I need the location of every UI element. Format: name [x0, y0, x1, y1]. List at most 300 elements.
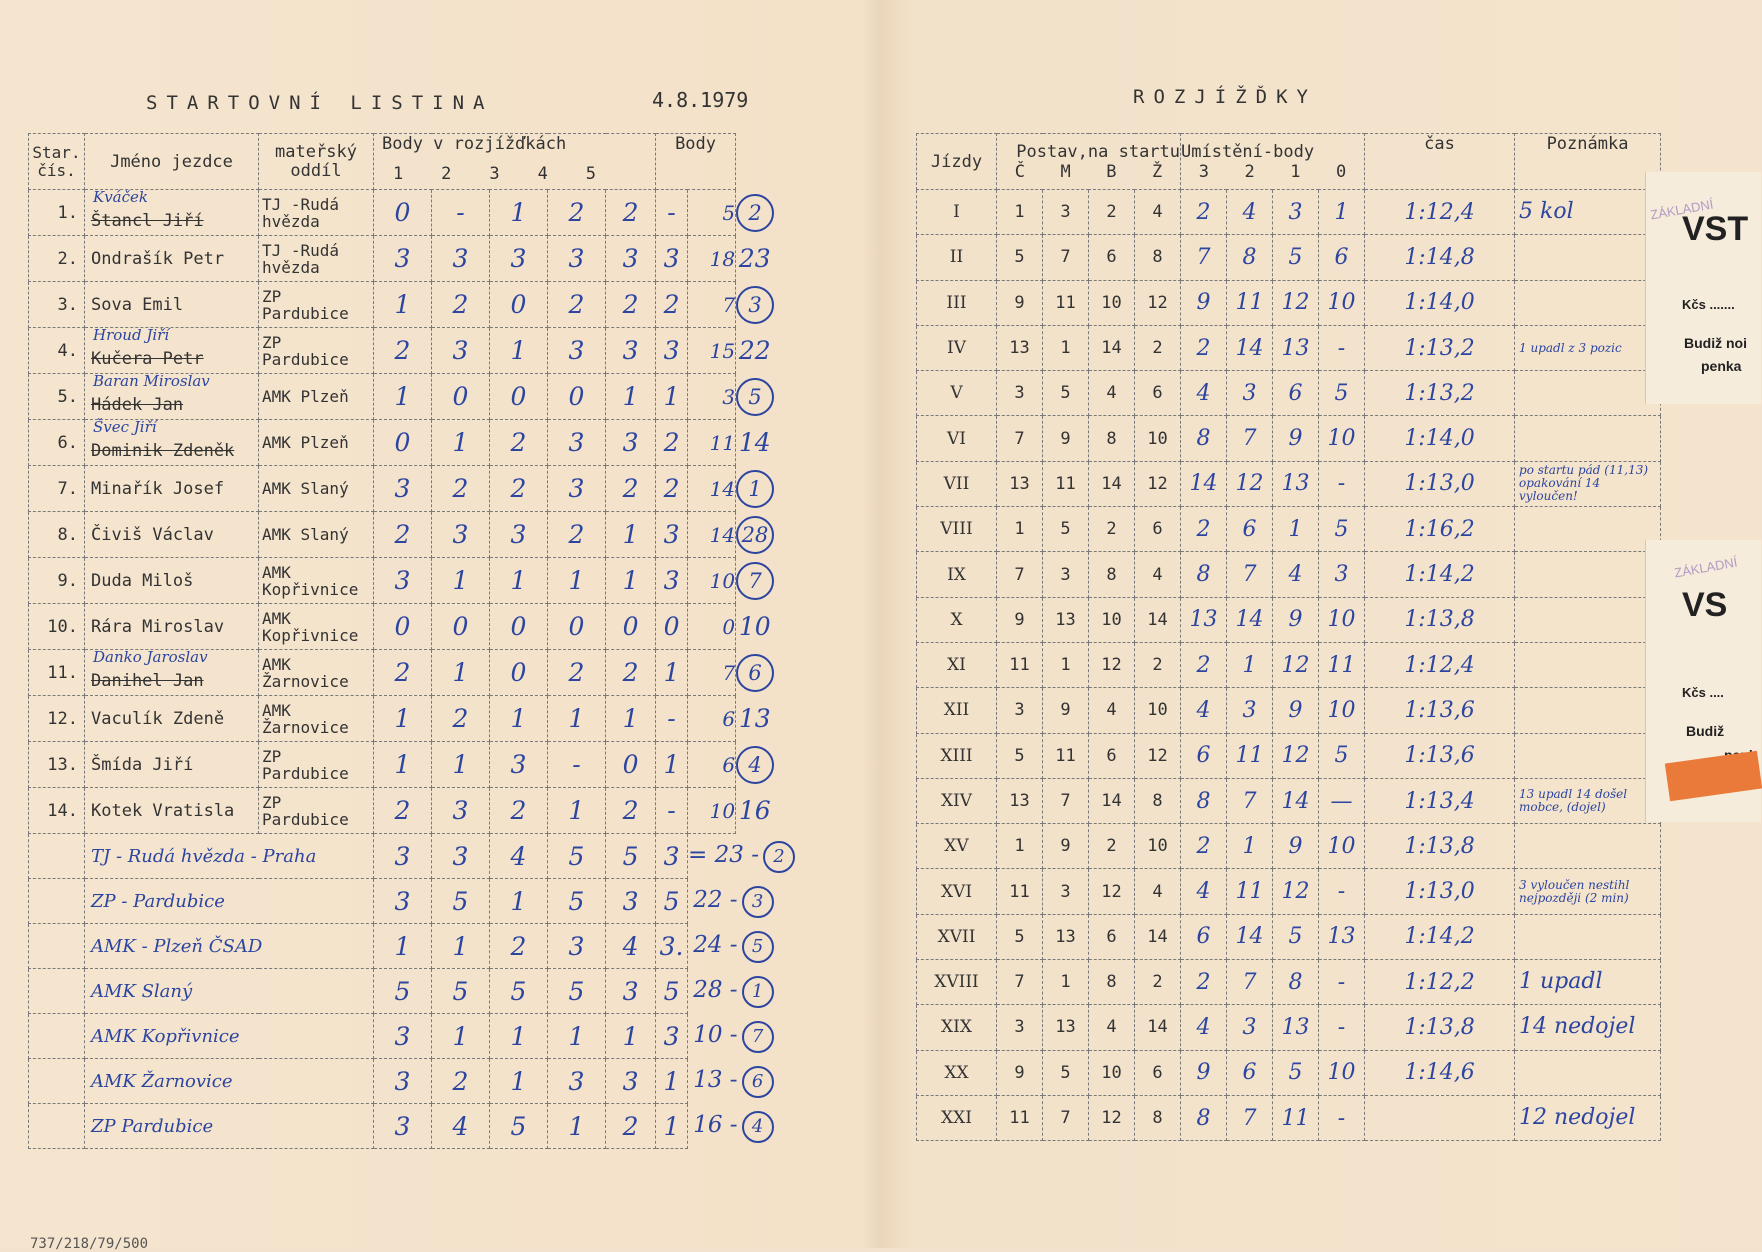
result-value: 4: [736, 746, 774, 784]
heat-note: 3 vyloučen nestihl nejpozději (2 min): [1515, 869, 1661, 914]
placement: 7: [1227, 1095, 1273, 1140]
placement: 13: [1319, 914, 1365, 959]
start-position: 5: [1043, 371, 1089, 416]
header-placement: [1181, 134, 1365, 190]
placement: 3: [1227, 371, 1273, 416]
placement: 8: [1181, 552, 1227, 597]
team-heat-points: 4: [490, 834, 548, 879]
heat-points: 0: [374, 604, 432, 650]
team-points-cell: [688, 1104, 774, 1149]
club-name: AMK Slaný: [259, 466, 374, 512]
heat-number: XIV: [917, 778, 997, 823]
club-name: AMK Slaný: [259, 512, 374, 558]
start-number: 4.: [29, 328, 85, 374]
placement: 6: [1273, 371, 1319, 416]
result-value: 13: [738, 704, 771, 733]
club-name: TJ -Rudá hvězda: [259, 236, 374, 282]
ticket-watermark-2: ZÁKLADNÍ: [1673, 554, 1739, 581]
team-place: 6: [742, 1066, 774, 1098]
start-number: 13.: [29, 742, 85, 788]
team-place: 4: [742, 1111, 774, 1143]
rider-row: [29, 696, 774, 742]
heat-number: XXI: [917, 1095, 997, 1140]
heat-note: [1515, 688, 1661, 733]
heat-time: 1:13,8: [1365, 597, 1515, 642]
team-points: 24 -: [693, 932, 738, 958]
start-position: 12: [1089, 642, 1135, 687]
start-position: 5: [997, 235, 1043, 280]
heat-points: 3: [374, 558, 432, 604]
heat-points: 1: [548, 696, 606, 742]
heat-note: [1515, 824, 1661, 869]
start-position: 9: [1043, 688, 1089, 733]
heat-time: 1:13,6: [1365, 733, 1515, 778]
heat-points: 1: [548, 558, 606, 604]
rider-name-text: Ondrašík Petr: [91, 248, 225, 269]
result: [736, 236, 774, 282]
placement: 7: [1227, 552, 1273, 597]
placement: 2: [1181, 824, 1227, 869]
rider-name: [85, 650, 259, 696]
placement: 6: [1181, 733, 1227, 778]
club-name: AMK Kopřivnice: [259, 558, 374, 604]
team-row: [29, 1059, 774, 1104]
placement: 1: [1273, 507, 1319, 552]
result-value: 1: [736, 470, 774, 508]
team-row: [29, 1104, 774, 1149]
team-name: ZP Pardubice: [85, 1104, 374, 1149]
placement: 3: [1319, 552, 1365, 597]
placement: 2: [1181, 960, 1227, 1005]
heat-points: 2: [606, 190, 656, 236]
placement: 4: [1273, 552, 1319, 597]
team-row: [29, 1014, 774, 1059]
start-position: 12: [1135, 280, 1181, 325]
team-heat-points: 5: [606, 834, 656, 879]
start-position: 10: [1135, 824, 1181, 869]
start-position: 6: [1135, 371, 1181, 416]
heat-points: 0: [548, 374, 606, 420]
substitute-name: Baran Miroslav: [93, 372, 210, 390]
start-position: 14: [1135, 1005, 1181, 1050]
heat-number: VII: [917, 461, 997, 506]
ticket-line-3: Budiž: [1686, 723, 1725, 739]
heat-points: 2: [490, 788, 548, 834]
heat-points: 3: [548, 328, 606, 374]
heat-time: 1:14,6: [1365, 1050, 1515, 1095]
heat-time: 1:13,0: [1365, 461, 1515, 506]
start-position: 2: [1135, 960, 1181, 1005]
team-heat-points: 3: [606, 1059, 656, 1104]
heat-row: [917, 960, 1661, 1005]
start-position: 9: [997, 597, 1043, 642]
heat-time: 1:13,8: [1365, 1005, 1515, 1050]
heat-time: 1:13,2: [1365, 371, 1515, 416]
placement: -: [1319, 1005, 1365, 1050]
start-position: 6: [1089, 914, 1135, 959]
ticket-line-1: Budiž noi: [1684, 335, 1747, 351]
heat-points: 0: [374, 420, 432, 466]
heat-points: 2: [374, 512, 432, 558]
rider-name: [85, 558, 259, 604]
team-row: [29, 879, 774, 924]
start-position: 3: [997, 1005, 1043, 1050]
team-extra-points: 3: [656, 834, 688, 879]
start-position: 13: [997, 325, 1043, 370]
rider-name-text: Danihel Jan: [91, 670, 204, 691]
heat-points: 1: [606, 558, 656, 604]
heat-points: 3: [432, 236, 490, 282]
result-value: 5: [736, 378, 774, 416]
club-name: ZP Pardubice: [259, 328, 374, 374]
placement: —: [1319, 778, 1365, 823]
team-extra-points: 3: [656, 1014, 688, 1059]
result-value: 10: [738, 612, 771, 641]
heat-points: 0: [432, 604, 490, 650]
start-position: 4: [1135, 552, 1181, 597]
placement: 9: [1181, 1050, 1227, 1095]
start-position: 8: [1135, 1095, 1181, 1140]
rider-name-text: Dominik Zdeněk: [91, 440, 235, 461]
rider-row: [29, 282, 774, 328]
rider-name: [85, 420, 259, 466]
heat-number: VIII: [917, 507, 997, 552]
team-heat-points: 5: [374, 969, 432, 1014]
heat-number: XIII: [917, 733, 997, 778]
heat-row: [917, 869, 1661, 914]
heat-time: 1:14,0: [1365, 416, 1515, 461]
placement: 12: [1273, 733, 1319, 778]
team-heat-points: 3: [606, 969, 656, 1014]
result: [736, 282, 774, 328]
total-points: 5: [688, 190, 736, 236]
extra-points: -: [656, 190, 688, 236]
team-points: 16 -: [693, 1112, 738, 1138]
start-number: 3.: [29, 282, 85, 328]
start-position: 13: [997, 461, 1043, 506]
placement: 7: [1227, 778, 1273, 823]
placement: -: [1319, 325, 1365, 370]
heat-number: VI: [917, 416, 997, 461]
rider-name-text: Vaculík Zdeně: [91, 708, 225, 729]
heat-points: 3: [490, 512, 548, 558]
extra-points: 0: [656, 604, 688, 650]
extra-points: -: [656, 788, 688, 834]
placement: 10: [1319, 416, 1365, 461]
start-position: 6: [1135, 1050, 1181, 1095]
ticket-title-2: VS: [1682, 586, 1728, 624]
start-position: 12: [1089, 1095, 1135, 1140]
team-heat-points: 5: [548, 879, 606, 924]
header-placement-label: Umístění-body: [1181, 141, 1315, 162]
heat-row: [917, 824, 1661, 869]
placement: 2: [1181, 642, 1227, 687]
team-place: 7: [742, 1021, 774, 1053]
placement: 9: [1273, 688, 1319, 733]
placement: 13: [1273, 325, 1319, 370]
heat-time: 1:14,8: [1365, 235, 1515, 280]
rider-row: [29, 742, 774, 788]
heat-points: 1: [432, 650, 490, 696]
extra-points: 1: [656, 650, 688, 696]
header-rider-name: Jméno jezdce: [85, 134, 259, 190]
heat-points: 1: [490, 328, 548, 374]
placement: 6: [1319, 235, 1365, 280]
heat-points: 3: [490, 742, 548, 788]
team-heat-points: 1: [432, 1014, 490, 1059]
team-heat-points: 5: [548, 834, 606, 879]
result-value: 7: [736, 562, 774, 600]
placement: 7: [1227, 960, 1273, 1005]
placement: 12: [1273, 642, 1319, 687]
team-heat-points: 4: [432, 1104, 490, 1149]
start-position: 7: [1043, 1095, 1089, 1140]
heat-points: 3: [548, 466, 606, 512]
heat-note: [1515, 416, 1661, 461]
team-heat-points: 3: [374, 1059, 432, 1104]
heat-points: 2: [548, 512, 606, 558]
heat-row: [917, 688, 1661, 733]
rider-row: [29, 236, 774, 282]
placement: 4: [1181, 371, 1227, 416]
heat-points: 2: [548, 650, 606, 696]
extra-points: 2: [656, 420, 688, 466]
heat-points: 3: [374, 466, 432, 512]
heat-points: 1: [432, 558, 490, 604]
heat-note: [1515, 1050, 1661, 1095]
result: [736, 788, 774, 834]
placement: 6: [1227, 1050, 1273, 1095]
heat-points: 2: [432, 696, 490, 742]
placement: 5: [1273, 235, 1319, 280]
start-position: 10: [1089, 280, 1135, 325]
start-position: 13: [1043, 597, 1089, 642]
placement: 8: [1181, 778, 1227, 823]
extra-points: 1: [656, 374, 688, 420]
rider-row: [29, 512, 774, 558]
placement: 9: [1273, 824, 1319, 869]
result: [736, 650, 774, 696]
heat-note: [1515, 733, 1661, 778]
rider-name: [85, 190, 259, 236]
total-points: 6: [688, 742, 736, 788]
heat-number: XI: [917, 642, 997, 687]
rider-name: [85, 696, 259, 742]
start-position: 11: [997, 869, 1043, 914]
placement: 11: [1273, 1095, 1319, 1140]
team-spacer: [29, 834, 85, 879]
ticket-price-2: Kčs ....: [1682, 685, 1724, 700]
team-points: 22 -: [693, 887, 738, 913]
heat-note: [1515, 371, 1661, 416]
total-points: 14: [688, 512, 736, 558]
placement: 4: [1181, 869, 1227, 914]
header-place-0: 0: [1336, 161, 1347, 182]
heat-points: -: [548, 742, 606, 788]
placement: 8: [1181, 416, 1227, 461]
heat-row: [917, 371, 1661, 416]
substitute-name: Danko Jaroslav: [93, 648, 208, 666]
extra-points: -: [656, 696, 688, 742]
heat-points: 2: [374, 788, 432, 834]
rider-row: [29, 788, 774, 834]
placement: 9: [1273, 597, 1319, 642]
team-heat-points: 5: [490, 969, 548, 1014]
result-value: 22: [738, 336, 771, 365]
heat-points: 1: [548, 788, 606, 834]
heat-points: 3: [432, 512, 490, 558]
result: [736, 466, 774, 512]
ticket-stub-top: [1645, 172, 1761, 404]
heat-row: [917, 507, 1661, 552]
header-start-c: Č: [1014, 161, 1025, 182]
start-position: 2: [1089, 507, 1135, 552]
total-points: 18: [688, 236, 736, 282]
heat-number: XVII: [917, 914, 997, 959]
result-value: 23: [738, 244, 771, 273]
result: [736, 742, 774, 788]
heat-number: II: [917, 235, 997, 280]
heat-number: X: [917, 597, 997, 642]
team-extra-points: 5: [656, 879, 688, 924]
placement: -: [1319, 1095, 1365, 1140]
heat-points: 3: [548, 236, 606, 282]
start-position: 7: [997, 416, 1043, 461]
club-name: ZP Pardubice: [259, 282, 374, 328]
result: [736, 558, 774, 604]
rider-name-text: Šmída Jiří: [91, 754, 194, 775]
header-place-2: 2: [1244, 161, 1255, 182]
heat-points: 2: [374, 650, 432, 696]
heat-time: 1:14,2: [1365, 552, 1515, 597]
header-heat-3: 3: [489, 164, 500, 184]
team-heat-points: 1: [548, 1014, 606, 1059]
header-start-position: [997, 134, 1181, 190]
heat-number: XII: [917, 688, 997, 733]
heat-row: [917, 280, 1661, 325]
heat-points: 3: [490, 236, 548, 282]
heat-time: 1:13,6: [1365, 688, 1515, 733]
team-row: [29, 834, 774, 879]
team-heat-points: 3: [432, 834, 490, 879]
placement: 14: [1273, 778, 1319, 823]
start-position: 11: [997, 642, 1043, 687]
start-position: 1: [997, 824, 1043, 869]
heat-points: 0: [490, 604, 548, 650]
team-extra-points: 3.: [656, 924, 688, 969]
placement: 12: [1227, 461, 1273, 506]
placement: 12: [1273, 869, 1319, 914]
substitute-name: Hroud Jiří: [93, 326, 170, 344]
heat-row: [917, 642, 1661, 687]
result: [736, 374, 774, 420]
total-points: 11: [688, 420, 736, 466]
placement: 1: [1227, 824, 1273, 869]
placement: 3: [1273, 190, 1319, 235]
total-points: 10: [688, 788, 736, 834]
placement: 11: [1227, 869, 1273, 914]
placement: 10: [1319, 688, 1365, 733]
team-name: ZP - Pardubice: [85, 879, 374, 924]
placement: 13: [1181, 597, 1227, 642]
heat-points: 0: [490, 650, 548, 696]
start-position: 8: [1089, 416, 1135, 461]
start-position: 11: [997, 1095, 1043, 1140]
rider-name-text: Kotek Vratisla: [91, 800, 235, 821]
heat-row: [917, 914, 1661, 959]
heat-points: 2: [432, 282, 490, 328]
team-points-cell: [688, 924, 774, 969]
placement: 3: [1227, 688, 1273, 733]
heat-note: 1 upadl z 3 pozic: [1515, 325, 1661, 370]
total-points: 3: [688, 374, 736, 420]
rider-name-text: Štancl Jiří: [91, 210, 204, 231]
heat-points: 2: [374, 328, 432, 374]
team-heat-points: 5: [490, 1104, 548, 1149]
start-position: 14: [1089, 778, 1135, 823]
heat-time: 1:13,2: [1365, 325, 1515, 370]
heat-points: 2: [548, 282, 606, 328]
heat-number: IX: [917, 552, 997, 597]
heat-time: 1:14,0: [1365, 280, 1515, 325]
header-place-3: 3: [1198, 161, 1210, 182]
team-heat-points: 3: [374, 1104, 432, 1149]
heat-number: XVI: [917, 869, 997, 914]
start-position: 2: [1089, 824, 1135, 869]
heat-number: I: [917, 190, 997, 235]
heat-time: 1:12,2: [1365, 960, 1515, 1005]
extra-points: 2: [656, 282, 688, 328]
header-start-m: M: [1060, 161, 1071, 182]
header-heat-points: [374, 134, 656, 190]
start-position: 10: [1135, 416, 1181, 461]
heat-points: 1: [606, 374, 656, 420]
team-extra-points: 1: [656, 1059, 688, 1104]
placement: 2: [1181, 190, 1227, 235]
heat-time: [1365, 1095, 1515, 1140]
team-name: AMK - Plzeň ČSAD: [85, 924, 374, 969]
start-position: 8: [1089, 552, 1135, 597]
start-number: 10.: [29, 604, 85, 650]
team-heat-points: 1: [432, 924, 490, 969]
start-position: 2: [1089, 190, 1135, 235]
header-time: čas: [1365, 134, 1515, 190]
extra-points: 3: [656, 328, 688, 374]
heat-time: 1:16,2: [1365, 507, 1515, 552]
heat-note: [1515, 914, 1661, 959]
heat-number: XX: [917, 1050, 997, 1095]
club-name: TJ -Rudá hvězda: [259, 190, 374, 236]
start-position: 4: [1089, 688, 1135, 733]
heat-number: XIX: [917, 1005, 997, 1050]
heat-row: [917, 1050, 1661, 1095]
team-spacer: [29, 1014, 85, 1059]
heat-points: 1: [374, 282, 432, 328]
club-name: AMK Žarnovice: [259, 650, 374, 696]
heat-note: [1515, 507, 1661, 552]
rider-name: [85, 374, 259, 420]
team-points-cell: [688, 879, 774, 924]
header-start-position-label: Postav,na startu: [1016, 141, 1181, 162]
heat-points: 1: [374, 696, 432, 742]
team-heat-points: 1: [548, 1104, 606, 1149]
extra-points: 2: [656, 466, 688, 512]
team-extra-points: 1: [656, 1104, 688, 1149]
team-extra-points: 5: [656, 969, 688, 1014]
placement: 13: [1273, 1005, 1319, 1050]
team-heat-points: 1: [490, 1014, 548, 1059]
total-points: 7: [688, 650, 736, 696]
